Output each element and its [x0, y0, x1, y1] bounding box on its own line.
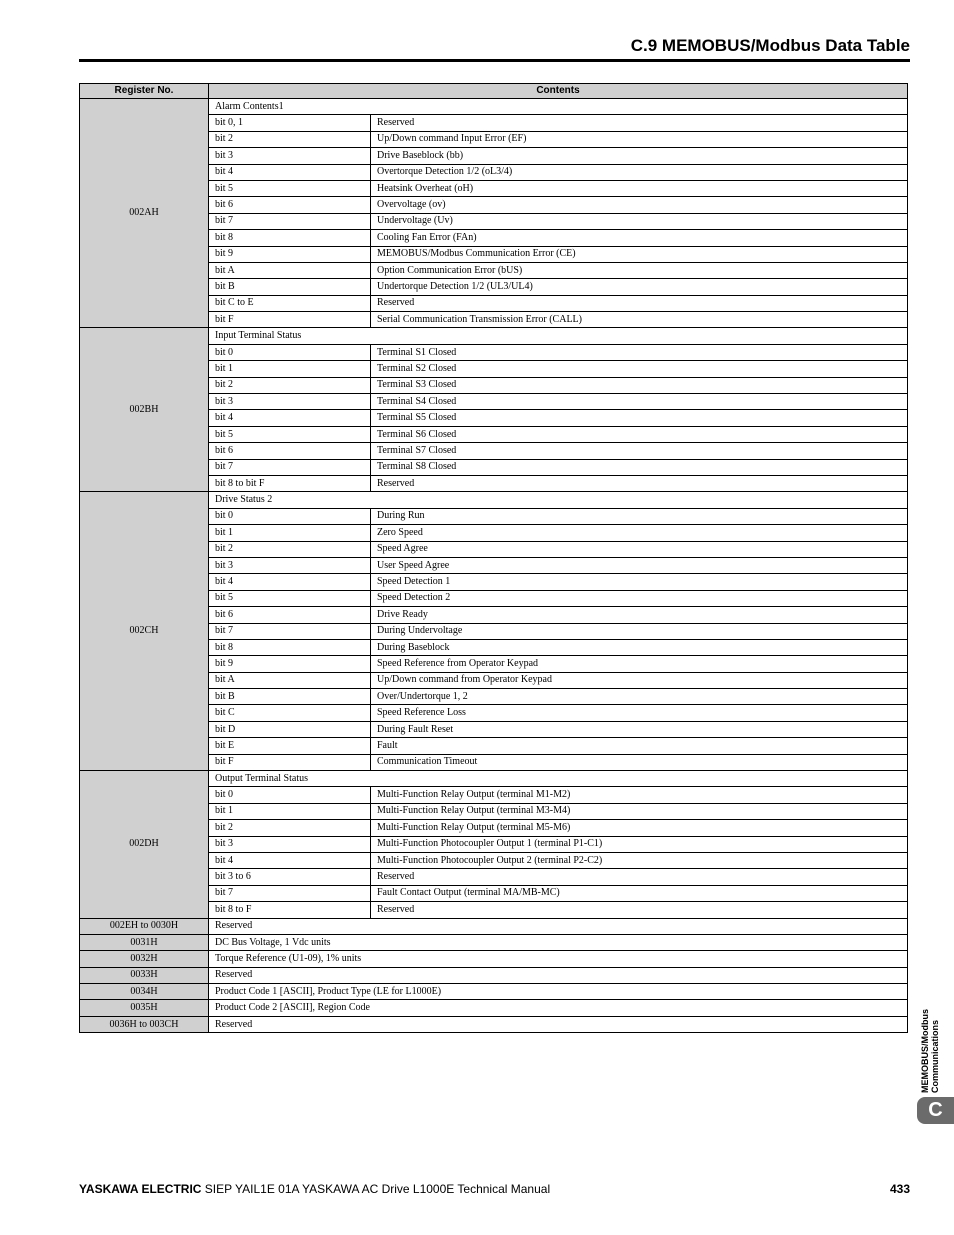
description-cell: Product Code 2 [ASCII], Region Code — [209, 1000, 908, 1016]
table-row — [80, 1016, 908, 1032]
bit-cell: bit 6 — [209, 607, 371, 623]
table-header-row — [80, 84, 908, 99]
bit-cell: bit 1 — [209, 803, 371, 819]
bit-cell: bit 3 — [209, 836, 371, 852]
title-rule — [79, 59, 910, 62]
group-heading-cell: Drive Status 2 — [209, 492, 908, 508]
bit-cell: bit 0 — [209, 344, 371, 360]
group-heading-cell: Output Terminal Status — [209, 771, 908, 787]
bit-cell: bit 2 — [209, 820, 371, 836]
bit-cell: bit 5 — [209, 180, 371, 196]
register-cell: 002DH — [80, 771, 209, 919]
bit-cell: bit A — [209, 672, 371, 688]
bit-cell: bit 2 — [209, 541, 371, 557]
bit-cell: bit 1 — [209, 525, 371, 541]
register-cell: 002BH — [80, 328, 209, 492]
register-cell: 0036H to 003CH — [80, 1016, 209, 1032]
table-row — [80, 918, 908, 934]
bit-cell: bit 0 — [209, 508, 371, 524]
description-cell: Terminal S3 Closed — [371, 377, 908, 393]
description-cell: Terminal S2 Closed — [371, 361, 908, 377]
description-cell: Speed Reference Loss — [371, 705, 908, 721]
description-cell: Fault — [371, 738, 908, 754]
bit-cell: bit 1 — [209, 361, 371, 377]
description-cell: Torque Reference (U1-09), 1% units — [209, 951, 908, 967]
bit-cell: bit C to E — [209, 295, 371, 311]
description-cell: Multi-Function Relay Output (terminal M1-M2) — [371, 787, 908, 803]
bit-cell: bit B — [209, 279, 371, 295]
bit-cell: bit D — [209, 721, 371, 737]
description-cell: Option Communication Error (bUS) — [371, 262, 908, 278]
bit-cell: bit A — [209, 262, 371, 278]
bit-cell: bit 7 — [209, 459, 371, 475]
description-cell: Reserved — [209, 967, 908, 983]
description-cell: Reserved — [371, 902, 908, 918]
description-cell: Reserved — [209, 1016, 908, 1032]
description-cell: Terminal S6 Closed — [371, 426, 908, 442]
bit-cell: bit 7 — [209, 885, 371, 901]
table-row — [80, 934, 908, 950]
register-cell: 002AH — [80, 99, 209, 328]
description-cell: Undervoltage (Uv) — [371, 213, 908, 229]
bit-cell: bit 3 — [209, 557, 371, 573]
bit-cell: bit 0 — [209, 787, 371, 803]
table-row — [80, 99, 908, 115]
bit-cell: bit 3 to 6 — [209, 869, 371, 885]
bit-cell: bit 4 — [209, 164, 371, 180]
bit-cell: bit 6 — [209, 443, 371, 459]
footer-brand: YASKAWA ELECTRIC — [79, 1182, 202, 1196]
register-cell: 0033H — [80, 967, 209, 983]
register-cell: 002CH — [80, 492, 209, 771]
bit-cell: bit 7 — [209, 213, 371, 229]
description-cell: Terminal S8 Closed — [371, 459, 908, 475]
bit-cell: bit 4 — [209, 574, 371, 590]
register-cell: 0035H — [80, 1000, 209, 1016]
bit-cell: bit 9 — [209, 656, 371, 672]
description-cell: Serial Communication Transmission Error (CALL) — [371, 312, 908, 328]
section-tab-label — [920, 1009, 940, 1093]
description-cell: MEMOBUS/Modbus Communication Error (CE) — [371, 246, 908, 262]
bit-cell: bit 3 — [209, 394, 371, 410]
table-row — [80, 1000, 908, 1016]
description-cell: Terminal S5 Closed — [371, 410, 908, 426]
description-cell: Undertorque Detection 1/2 (UL3/UL4) — [371, 279, 908, 295]
description-cell: Drive Baseblock (bb) — [371, 148, 908, 164]
register-cell: 002EH to 0030H — [80, 918, 209, 934]
description-cell: Reserved — [371, 115, 908, 131]
description-cell: Reserved — [209, 918, 908, 934]
page-footer — [79, 1182, 910, 1196]
table-row — [80, 771, 908, 787]
bit-cell: bit F — [209, 312, 371, 328]
table-row — [80, 492, 908, 508]
bit-cell: bit 7 — [209, 623, 371, 639]
description-cell: Terminal S7 Closed — [371, 443, 908, 459]
register-cell: 0034H — [80, 984, 209, 1000]
bit-cell: bit 8 — [209, 639, 371, 655]
group-heading-cell: Alarm Contents1 — [209, 99, 908, 115]
register-cell: 0032H — [80, 951, 209, 967]
register-no-header: Register No. — [80, 84, 209, 99]
table-row — [80, 967, 908, 983]
description-cell: During Fault Reset — [371, 721, 908, 737]
footer-manual-title: SIEP YAIL1E 01A YASKAWA AC Drive L1000E Technical Manual — [201, 1182, 551, 1196]
bit-cell: bit 2 — [209, 377, 371, 393]
description-cell: DC Bus Voltage, 1 Vdc units — [209, 934, 908, 950]
description-cell: Reserved — [371, 869, 908, 885]
description-cell: Multi-Function Photocoupler Output 2 (terminal P2-C2) — [371, 852, 908, 868]
description-cell: Cooling Fan Error (FAn) — [371, 230, 908, 246]
description-cell: Over/Undertorque 1, 2 — [371, 689, 908, 705]
bit-cell: bit 0, 1 — [209, 115, 371, 131]
description-cell: Up/Down command Input Error (EF) — [371, 131, 908, 147]
description-cell: Terminal S4 Closed — [371, 394, 908, 410]
page-number: 433 — [889, 1182, 910, 1196]
bit-cell: bit 9 — [209, 246, 371, 262]
description-cell: During Run — [371, 508, 908, 524]
description-cell: Overtorque Detection 1/2 (oL3/4) — [371, 164, 908, 180]
section-tab-letter: C — [917, 1097, 954, 1124]
description-cell: Zero Speed — [371, 525, 908, 541]
bit-cell: bit B — [209, 689, 371, 705]
register-cell: 0031H — [80, 934, 209, 950]
bit-cell: bit E — [209, 738, 371, 754]
bit-cell: bit 6 — [209, 197, 371, 213]
description-cell: Speed Detection 1 — [371, 574, 908, 590]
contents-header: Contents — [209, 84, 908, 99]
bit-cell: bit 4 — [209, 410, 371, 426]
description-cell: Overvoltage (ov) — [371, 197, 908, 213]
bit-cell: bit 8 — [209, 230, 371, 246]
section-tab-line1: MEMOBUS/Modbus — [920, 1009, 930, 1093]
group-heading-cell: Input Terminal Status — [209, 328, 908, 344]
description-cell: Communication Timeout — [371, 754, 908, 770]
bit-cell: bit C — [209, 705, 371, 721]
table-row — [80, 984, 908, 1000]
bit-cell: bit 4 — [209, 852, 371, 868]
table-body — [80, 99, 908, 1033]
description-cell: Heatsink Overheat (oH) — [371, 180, 908, 196]
bit-cell: bit 8 to F — [209, 902, 371, 918]
description-cell: Multi-Function Photocoupler Output 1 (terminal P1-C1) — [371, 836, 908, 852]
register-table — [79, 83, 908, 1033]
description-cell: Multi-Function Relay Output (terminal M3-M4) — [371, 803, 908, 819]
bit-cell: bit 8 to bit F — [209, 475, 371, 491]
bit-cell: bit 2 — [209, 131, 371, 147]
page-title: C.9 MEMOBUS/Modbus Data Table — [630, 36, 910, 55]
description-cell: Terminal S1 Closed — [371, 344, 908, 360]
description-cell: Speed Agree — [371, 541, 908, 557]
bit-cell: bit 5 — [209, 590, 371, 606]
description-cell: During Baseblock — [371, 639, 908, 655]
description-cell: Drive Ready — [371, 607, 908, 623]
description-cell: Reserved — [371, 475, 908, 491]
description-cell: Reserved — [371, 295, 908, 311]
description-cell: Speed Reference from Operator Keypad — [371, 656, 908, 672]
bit-cell: bit F — [209, 754, 371, 770]
section-tab-line2: Communications — [930, 1019, 940, 1093]
description-cell: Multi-Function Relay Output (terminal M5-M6) — [371, 820, 908, 836]
table-row — [80, 328, 908, 344]
description-cell: Speed Detection 2 — [371, 590, 908, 606]
description-cell: Product Code 1 [ASCII], Product Type (LE for L1000E) — [209, 984, 908, 1000]
bit-cell: bit 3 — [209, 148, 371, 164]
description-cell: User Speed Agree — [371, 557, 908, 573]
description-cell: Up/Down command from Operator Keypad — [371, 672, 908, 688]
table-row — [80, 951, 908, 967]
description-cell: During Undervoltage — [371, 623, 908, 639]
bit-cell: bit 5 — [209, 426, 371, 442]
description-cell: Fault Contact Output (terminal MA/MB-MC) — [371, 885, 908, 901]
